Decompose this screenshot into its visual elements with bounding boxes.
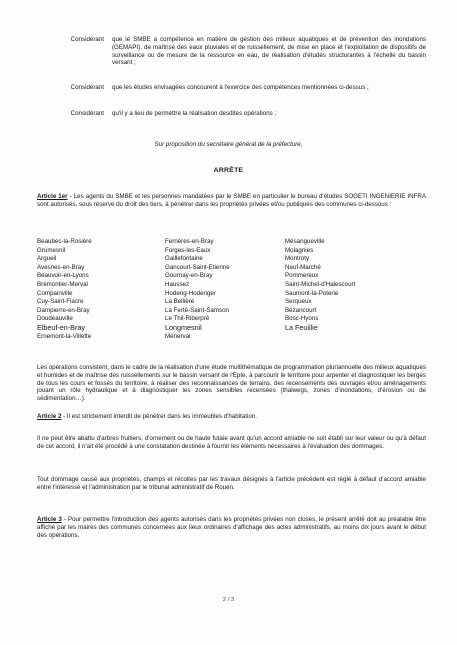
article-3-text: - Pour permettre l'introduction des agents autorisés dans les propriétés privées non closes, le présent arrêté doit au préalable être affiché par les maires des communes concernées aux lieux ordinaires d'affichage des actes administratifs, au moins dix jours avant le début des opérations. xyxy=(37,516,426,539)
commune-item: Ernemont-la-Villette xyxy=(37,332,92,340)
commune-item: Elbeuf-en-Bray xyxy=(37,322,85,332)
operations-paragraph: Les opérations consistent, dans le cadre de la réalisation d'une étude multithématique de programmation pluriannuelle des milieux aquatiques et humides et de maîtrise des ruissellements sur le bassin versant de l'Epte, à parcourir le territoire pour arpenter et diagnostiquer les berges de tous les cours et fossés du territoire, à réaliser des reconnaissances de terrains, des recensements des ouvrages et/ou aménagements jouant un rôle hydraulique et à diagnostiquer les zones sensibles recensées (thalwegs, zones d'inondations, d'érosion ou de sédimentation…). xyxy=(37,364,426,403)
commune-item: Gancourt-Saint-Etienne xyxy=(165,263,230,271)
article-2 xyxy=(37,413,426,421)
commune-item: La Ferté-Saint-Samson xyxy=(165,306,229,314)
commune-item: Longmesnil xyxy=(165,322,202,332)
proposition-line: Sur proposition du secrétaire général de la préfecture, xyxy=(154,141,303,148)
commune-item: La Bellière xyxy=(165,298,195,306)
commune-item: Saint-Michel-d'Halescourt xyxy=(285,280,356,288)
article-2-title: Article 2 xyxy=(37,413,62,420)
considerant-1 xyxy=(36,36,426,67)
commune-item: Montroty xyxy=(285,255,310,263)
considerant-3 xyxy=(36,110,426,118)
considerant-text: qu'il y a lieu de permettre la réalisation desdites opérations ; xyxy=(112,110,277,117)
article-1-title: Article 1er xyxy=(37,193,68,200)
considerant-text: que les études envisagées concourent à l'exercice des compétences mentionnées ci-dessus ; xyxy=(112,84,369,91)
commune-item: Pommereux xyxy=(285,272,319,280)
commune-item: Cuy-Saint-Fiacre xyxy=(37,298,84,306)
article-3 xyxy=(37,516,426,539)
dommage-paragraph: Tout dommage causé aux propriétés, champs et récoltes par les travaux désignés à l'article précédent est réglé à défaut d'accord amiable entre l'intéressé et l'administration par le tribunal administratif de Rouen. xyxy=(37,476,426,491)
commune-item: Avesnes-en-Bray xyxy=(37,263,85,271)
commune-item: Neuf-Marché xyxy=(285,263,321,271)
commune-item: Compainville xyxy=(37,289,73,297)
arbres-paragraph: Il ne peut être abattu d'arbres fruitiers, d'ornement ou de haute futaie avant qu'un accord amiable ne soit établi sur leur valeur ou qu'à défaut de cet accord, il n'ait été procédé à une constatation destinée à fournir les éléments nécessaires à l'évaluation des dommages. xyxy=(37,435,426,450)
commune-item: Ménerval xyxy=(165,332,191,340)
commune-item: Ferrières-en-Bray xyxy=(165,238,214,245)
commune-item: Bosc-Hyons xyxy=(285,315,319,323)
communes-list xyxy=(37,238,426,341)
commune-item: Haussez xyxy=(165,280,190,288)
commune-item: Forges-les-Eaux xyxy=(165,246,211,254)
commune-item: Beauvoir-en-Lyons xyxy=(37,272,89,280)
commune-item: Serqueux xyxy=(285,298,312,306)
commune-item: Brémontier-Merval xyxy=(37,280,88,288)
communes-column-1 xyxy=(37,238,165,341)
considerant-label: Considérant xyxy=(70,110,104,117)
communes-column-3 xyxy=(285,238,415,341)
commune-item: Argueil xyxy=(37,255,57,263)
commune-item: Gournay-en-Bray xyxy=(165,272,213,280)
communes-column-2 xyxy=(165,238,285,341)
article-3-title: Article 3 xyxy=(37,516,62,523)
commune-item: Le Thil-Riberpré xyxy=(165,315,210,323)
considerant-label: Considérant xyxy=(70,36,104,43)
commune-item: Beaubec-la-Rosière xyxy=(37,238,92,245)
commune-item: La Feuillie xyxy=(285,322,318,332)
commune-item: Doudeauville xyxy=(37,315,73,323)
article-2-text: - Il est strictement interdit de pénétrer dans les immeubles d'habitation. xyxy=(61,413,257,420)
considerant-text: que le SMBE a compétence en matière de gestion des milieux aquatiques et de prévention des inondations (GEMAPI), de maîtrise des eaux pluviales et de ruissellement, de mise en place et l'exploitation de dispositifs de surveillance ou de mesure de la ressource en eau, de réalisation d'études structurantes à l'échelle du bassin versant ; xyxy=(112,36,426,67)
commune-item: Mésangueville xyxy=(285,238,325,245)
commune-item: Hodeng-Hodenger xyxy=(165,289,216,297)
commune-item: Gaillefontaine xyxy=(165,255,203,263)
commune-item: Molagnies xyxy=(285,246,314,254)
considerant-2 xyxy=(36,84,426,92)
commune-item: Dampierre-en-Bray xyxy=(37,306,90,314)
arrete-heading: ARRÊTE xyxy=(213,167,244,174)
page-number: 2 / 3 xyxy=(222,597,235,603)
commune-item: Grumesnil xyxy=(37,246,66,254)
article-1-text: - Les agents du SMBE et les personnes mandatées par le SMBE en particulier le bureau d'études SOGETI INGENIERIE INFRA sont autorisés, sous réserve du droit des tiers, à pénétrer dans les propriétés privées et/ou publiques des communes ci-dessous : xyxy=(37,193,426,208)
commune-item: Saumont-la-Poterie xyxy=(285,289,339,297)
considerant-label: Considérant xyxy=(70,84,104,91)
commune-item: Bézancourt xyxy=(285,306,317,314)
article-1 xyxy=(37,193,426,209)
